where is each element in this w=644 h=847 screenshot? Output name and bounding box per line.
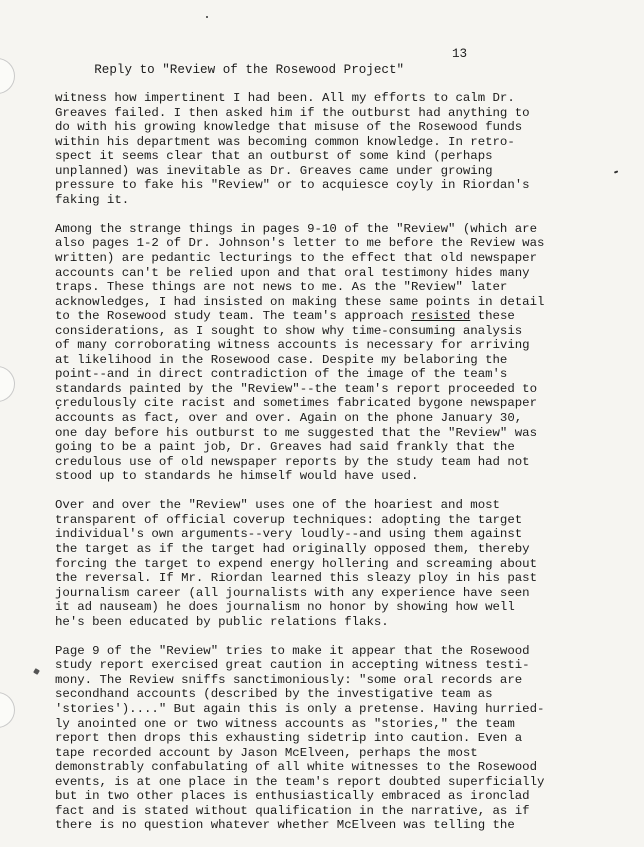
paragraph-2 (55, 222, 615, 484)
text-line: Over and over the "Review" uses one of the hoariest and most (55, 498, 500, 513)
text-line (55, 309, 615, 324)
paragraph-4 (55, 644, 615, 833)
text-line: there is no question whatever whether McElveen was telling the (55, 818, 515, 833)
text-line: tape recorded account by Jason McElveen, perhaps the most (55, 745, 478, 760)
text-line: he's been educated by public relations flaks. (55, 614, 389, 629)
text-line: credulously cite racist and sometimes fabricated bygone newspaper (55, 396, 538, 411)
paragraph-1 (55, 91, 615, 207)
page-number: 13 (452, 47, 468, 61)
text-line: faking it. (55, 192, 130, 207)
text-line: report then drops this exhausting sidetrip into caution. Even a (55, 731, 523, 746)
text-line: accounts as fact, over and over. Again on the phone January 30, (55, 411, 523, 426)
document-body (55, 91, 615, 847)
scan-speck (33, 668, 40, 675)
text-line: forcing the target to expend energy hollering and screaming about (55, 556, 538, 571)
text-line: acknowledges, I had insisted on making these same points in detail (55, 294, 545, 309)
text-line: Among the strange things in pages 9-10 of the "Review" (which are (55, 221, 538, 236)
text-segment: these (470, 309, 515, 324)
text-line: traps. These things are not news to me. As the "Review" later (55, 280, 508, 295)
text-line: demonstrably confabulating of all white witnesses to the Rosewood (55, 760, 538, 775)
text-line: the reversal. If Mr. Riordan learned this sleazy ploy in his past (55, 571, 538, 586)
text-line: spect it seems clear that an outburst of some kind (perhaps (55, 149, 493, 164)
text-line: standards painted by the "Review"--the team's report proceeded to (55, 381, 538, 396)
text-line: events, is at one place in the team's report doubted superficially (55, 774, 545, 789)
text-line: 'stories')...." But again this is only a pretense. Having hurried- (55, 701, 545, 716)
text-line: ly anointed one or two witness accounts as "stories," the team (55, 716, 515, 731)
text-line: Greaves failed. I then asked him if the outburst had anything to (55, 105, 530, 120)
text-line: the target as if the target had originally opposed them, thereby (55, 541, 530, 556)
punch-hole-middle (0, 366, 15, 402)
text-line: study report exercised great caution in accepting witness testi- (55, 658, 530, 673)
text-line: do with his growing knowledge that misuse of the Rosewood funds (55, 120, 523, 135)
text-line: unplanned) was inevitable as Dr. Greaves came under growing (55, 163, 493, 178)
text-line: mony. The Review sniffs sanctimoniously: "some oral records are (55, 672, 523, 687)
scan-speck (206, 16, 208, 18)
text-line: stood up to standards he himself would have used. (55, 469, 419, 484)
text-line: going to be a paint job, Dr. Greaves had said frankly that the (55, 440, 515, 455)
text-line: witness how impertinent I had been. All my efforts to calm Dr. (55, 91, 515, 105)
text-line: accounts can't be relied upon and that oral testimony hides many (55, 265, 530, 280)
text-line: also pages 1-2 of Dr. Johnson's letter to me before the Review was (55, 236, 545, 251)
text-segment: to the Rosewood study team. The team's approach (55, 309, 411, 324)
text-line: within his department was becoming common knowledge. In retro- (55, 134, 515, 149)
text-line: one day before his outburst to me suggested that the "Review" was (55, 425, 538, 440)
text-line: point--and in direct contradiction of the image of the team's (55, 367, 508, 382)
paragraph-3 (55, 498, 615, 629)
punch-hole-bottom (0, 692, 15, 728)
text-line: individual's own arguments--very loudly--and using them against (55, 527, 523, 542)
text-line: fact and is stated without qualification in the narrative, as if (55, 803, 530, 818)
text-line: at likelihood in the Rosewood case. Despite my belaboring the (55, 352, 508, 367)
text-line: journalism career (all journalists with any experience have seen (55, 585, 530, 600)
text-line: pressure to fake his "Review" or to acquiesce coyly in Riordan's (55, 178, 530, 193)
text-line: credulous use of old newspaper reports by the study team had not (55, 454, 530, 469)
text-line: Page 9 of the "Review" tries to make it appear that the Rosewood (55, 643, 530, 658)
underlined-word: resisted (410, 309, 471, 324)
text-line: it ad nauseam) he does journalism no honor by showing how well (55, 600, 515, 615)
text-line: considerations, as I sought to show why time-consuming analysis (55, 323, 523, 338)
punch-hole-top (0, 58, 15, 94)
text-line: transparent of official coverup techniques: adopting the target (55, 512, 523, 527)
text-line: written) are pedantic lecturings to the effect that old newspaper (55, 251, 538, 266)
header-title: Reply to "Review of the Rosewood Project" (94, 63, 405, 77)
text-line: of many corroborating witness accounts is necessary for arriving (55, 338, 530, 353)
text-line: but in two other places is enthusiastically embraced as ironclad (55, 789, 530, 804)
text-line: secondhand accounts (described by the investigative team as (55, 687, 493, 702)
